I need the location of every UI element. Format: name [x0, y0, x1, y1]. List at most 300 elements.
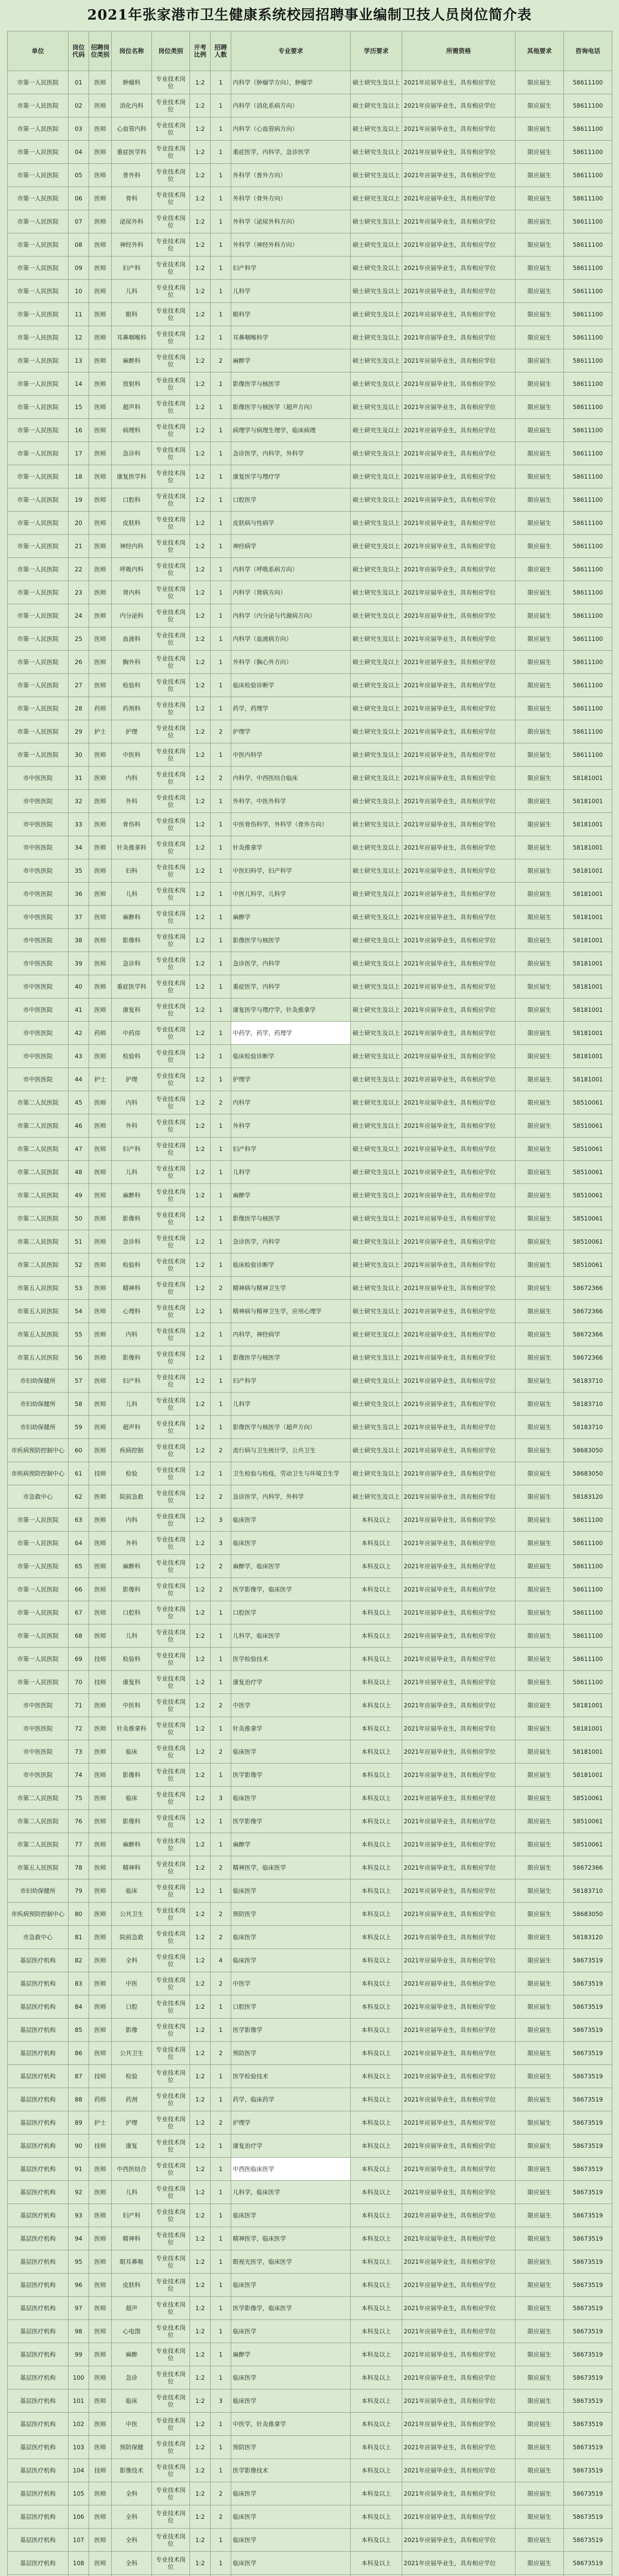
cell-code: 71: [68, 1694, 89, 1717]
cell-major: 中医学: [231, 1972, 351, 1995]
cell-other: 限应届生: [515, 2181, 564, 2204]
cell-qualification: 2021年应届毕业生，具有相应学位: [402, 326, 515, 349]
cell-count: 1: [211, 558, 231, 581]
cell-major: 外科学（泌尿外科方向）: [231, 210, 351, 233]
cell-phone: 58181001: [564, 859, 612, 883]
cell-other: 限应届生: [515, 1439, 564, 1462]
cell-count: 1: [211, 117, 231, 141]
cell-education: 本科及以上: [351, 2366, 402, 2389]
cell-major: 急诊医学，内科学: [231, 1230, 351, 1253]
cell-post: 耳鼻咽喉科: [112, 326, 152, 349]
cell-count: 1: [211, 2343, 231, 2366]
cell-major: 重症医学，内科学，急诊医学: [231, 141, 351, 164]
table-row: [8, 1091, 612, 1114]
cell-type: 专业技术岗位: [152, 1833, 190, 1856]
cell-qualification: 2021年应届毕业生，具有相应学位: [402, 998, 515, 1022]
cell-post: 妇产科: [112, 1138, 152, 1161]
table-row: [8, 2320, 612, 2343]
cell-type: 专业技术岗位: [152, 1138, 190, 1161]
table-row: [8, 303, 612, 326]
cell-qualification: 2021年应届毕业生，具有相应学位: [402, 1578, 515, 1601]
cell-count: 1: [211, 2181, 231, 2204]
cell-unit: 市第一人民医院: [8, 1624, 68, 1648]
cell-major: 急诊医学，内科学，外科学: [231, 1485, 351, 1509]
cell-post: 超声科: [112, 396, 152, 419]
cell-ratio: 1:2: [190, 2552, 211, 2575]
cell-major: 药学，临床药学: [231, 2088, 351, 2111]
cell-phone: 58181001: [564, 1068, 612, 1091]
cell-type: 专业技术岗位: [152, 2134, 190, 2158]
cell-post: 普外科: [112, 164, 152, 187]
cell-type: 专业技术岗位: [152, 1995, 190, 2019]
cell-major: 妇产科学: [231, 1138, 351, 1161]
cell-count: 1: [211, 883, 231, 906]
cell-other: 限应届生: [515, 906, 564, 929]
cell-ratio: 1:2: [190, 1300, 211, 1323]
cell-qualification: 2021年应届毕业生，具有相应学位: [402, 1740, 515, 1764]
cell-qualification: 2021年应届毕业生，具有相应学位: [402, 257, 515, 280]
cell-major: 神经病学: [231, 535, 351, 558]
cell-code: 28: [68, 697, 89, 720]
cell-qualification: 2021年应届毕业生，具有相应学位: [402, 1207, 515, 1230]
cell-category: 医师: [89, 2042, 112, 2065]
cell-code: 34: [68, 836, 89, 859]
cell-education: 硕士研究生及以上: [351, 743, 402, 767]
cell-major: 临床医学: [231, 1787, 351, 1810]
cell-type: 专业技术岗位: [152, 2065, 190, 2088]
table-row: [8, 1393, 612, 1416]
table-row: [8, 2459, 612, 2482]
cell-type: 专业技术岗位: [152, 117, 190, 141]
cell-code: 38: [68, 929, 89, 952]
cell-phone: 58673519: [564, 2552, 612, 2575]
cell-ratio: 1:2: [190, 303, 211, 326]
cell-qualification: 2021年应届毕业生，具有相应学位: [402, 1045, 515, 1068]
table-row: [8, 1903, 612, 1926]
cell-type: 专业技术岗位: [152, 2274, 190, 2297]
cell-qualification: 2021年应届毕业生，具有相应学位: [402, 1393, 515, 1416]
cell-category: 技师: [89, 1462, 112, 1485]
cell-count: 1: [211, 280, 231, 303]
cell-education: 硕士研究生及以上: [351, 998, 402, 1022]
cell-post: 精神科: [112, 2227, 152, 2250]
cell-code: 45: [68, 1091, 89, 1114]
cell-qualification: 2021年应届毕业生，具有相应学位: [402, 1764, 515, 1787]
cell-post: 儿科: [112, 1624, 152, 1648]
cell-ratio: 1:2: [190, 883, 211, 906]
cell-qualification: 2021年应届毕业生，具有相应学位: [402, 488, 515, 512]
cell-category: 医师: [89, 1485, 112, 1509]
cell-post: 院前急救: [112, 1926, 152, 1949]
cell-education: 本科及以上: [351, 1671, 402, 1694]
cell-major: 医学影像学，临床医学: [231, 1578, 351, 1601]
cell-code: 61: [68, 1462, 89, 1485]
cell-ratio: 1:2: [190, 2389, 211, 2413]
cell-code: 90: [68, 2134, 89, 2158]
cell-code: 24: [68, 604, 89, 628]
cell-qualification: 2021年应届毕业生，具有相应学位: [402, 883, 515, 906]
cell-major: 临床医学: [231, 2366, 351, 2389]
cell-post: 中医: [112, 1972, 152, 1995]
cell-major: 内科学（内分泌与代谢病方向）: [231, 604, 351, 628]
cell-unit: 基层医疗机构: [8, 2134, 68, 2158]
cell-other: 限应届生: [515, 720, 564, 743]
cell-phone: 58611100: [564, 465, 612, 488]
cell-type: 专业技术岗位: [152, 2250, 190, 2274]
cell-other: 限应届生: [515, 1045, 564, 1068]
cell-education: 硕士研究生及以上: [351, 233, 402, 257]
cell-post: 影像技术: [112, 2459, 152, 2482]
table-row: [8, 998, 612, 1022]
cell-type: 专业技术岗位: [152, 2111, 190, 2134]
cell-unit: 市第一人民医院: [8, 628, 68, 651]
cell-unit: 市第一人民医院: [8, 1648, 68, 1671]
cell-post: 针灸推拿科: [112, 1717, 152, 1740]
cell-code: 105: [68, 2482, 89, 2505]
cell-post: 中西医结合: [112, 2158, 152, 2181]
cell-code: 07: [68, 210, 89, 233]
cell-category: 医师: [89, 906, 112, 929]
cell-post: 针灸推拿科: [112, 836, 152, 859]
cell-qualification: 2021年应届毕业生，具有相应学位: [402, 349, 515, 372]
cell-type: 专业技术岗位: [152, 2529, 190, 2552]
cell-phone: 58181001: [564, 975, 612, 998]
cell-phone: 58673519: [564, 1995, 612, 2019]
cell-unit: 市中医医院: [8, 859, 68, 883]
cell-unit: 市第一人民医院: [8, 535, 68, 558]
cell-education: 本科及以上: [351, 1601, 402, 1624]
cell-type: 专业技术岗位: [152, 2389, 190, 2413]
cell-unit: 市第一人民医院: [8, 442, 68, 465]
cell-education: 硕士研究生及以上: [351, 535, 402, 558]
cell-qualification: 2021年应届毕业生，具有相应学位: [402, 1949, 515, 1972]
cell-post: 护理: [112, 1068, 152, 1091]
cell-count: 1: [211, 1230, 231, 1253]
table-body: [8, 71, 612, 2576]
cell-major: 妇产科学: [231, 1369, 351, 1393]
cell-ratio: 1:2: [190, 1416, 211, 1439]
cell-ratio: 1:2: [190, 1949, 211, 1972]
cell-post: 精神科: [112, 1277, 152, 1300]
cell-education: 本科及以上: [351, 2065, 402, 2088]
cell-ratio: 1:2: [190, 628, 211, 651]
cell-unit: 市中医医院: [8, 1764, 68, 1787]
cell-code: 50: [68, 1207, 89, 1230]
cell-qualification: 2021年应届毕业生，具有相应学位: [402, 117, 515, 141]
cell-count: 2: [211, 2042, 231, 2065]
cell-qualification: 2021年应届毕业生，具有相应学位: [402, 2204, 515, 2227]
cell-count: 1: [211, 1601, 231, 1624]
cell-education: 本科及以上: [351, 1578, 402, 1601]
cell-qualification: 2021年应届毕业生，具有相应学位: [402, 836, 515, 859]
cell-ratio: 1:2: [190, 2134, 211, 2158]
cell-unit: 市第一人民医院: [8, 94, 68, 117]
cell-phone: 58611100: [564, 488, 612, 512]
cell-type: 专业技术岗位: [152, 2343, 190, 2366]
cell-unit: 市第二人民医院: [8, 1114, 68, 1138]
cell-major: 中医学: [231, 1694, 351, 1717]
cell-unit: 市第五人民医院: [8, 1346, 68, 1369]
cell-qualification: 2021年应届毕业生，具有相应学位: [402, 535, 515, 558]
cell-phone: 58673519: [564, 2250, 612, 2274]
cell-post: 影像科: [112, 1764, 152, 1787]
cell-qualification: 2021年应届毕业生，具有相应学位: [402, 906, 515, 929]
cell-post: 中医科: [112, 743, 152, 767]
cell-post: 全科: [112, 2505, 152, 2529]
cell-other: 限应届生: [515, 2459, 564, 2482]
cell-phone: 58611100: [564, 349, 612, 372]
cell-count: 1: [211, 2366, 231, 2389]
cell-unit: 市第一人民医院: [8, 604, 68, 628]
cell-unit: 基层医疗机构: [8, 2459, 68, 2482]
cell-phone: 58183710: [564, 1879, 612, 1903]
cell-count: 1: [211, 1764, 231, 1787]
cell-other: 限应届生: [515, 372, 564, 396]
cell-unit: 市第一人民医院: [8, 326, 68, 349]
table-row: [8, 2552, 612, 2575]
cell-qualification: 2021年应届毕业生，具有相应学位: [402, 1555, 515, 1578]
cell-phone: 58673519: [564, 1949, 612, 1972]
cell-unit: 市第二人民医院: [8, 1810, 68, 1833]
cell-unit: 市第一人民医院: [8, 720, 68, 743]
cell-post: 麻醉科: [112, 1833, 152, 1856]
cell-post: 外科: [112, 1114, 152, 1138]
cell-category: 药师: [89, 697, 112, 720]
cell-phone: 58611100: [564, 94, 612, 117]
column-header: 其他要求: [515, 31, 564, 71]
cell-phone: 58673519: [564, 2065, 612, 2088]
cell-phone: 58510061: [564, 1787, 612, 1810]
cell-qualification: 2021年应届毕业生，具有相应学位: [402, 1903, 515, 1926]
cell-phone: 58181001: [564, 1694, 612, 1717]
cell-qualification: 2021年应届毕业生，具有相应学位: [402, 2552, 515, 2575]
cell-education: 硕士研究生及以上: [351, 141, 402, 164]
cell-phone: 58510061: [564, 1091, 612, 1114]
cell-code: 25: [68, 628, 89, 651]
cell-major: 中医妇科学，妇产科学: [231, 859, 351, 883]
cell-code: 96: [68, 2274, 89, 2297]
cell-count: 1: [211, 1416, 231, 1439]
cell-count: 1: [211, 2320, 231, 2343]
cell-post: 皮肤科: [112, 2274, 152, 2297]
cell-other: 限应届生: [515, 1764, 564, 1787]
cell-type: 专业技术岗位: [152, 1114, 190, 1138]
cell-code: 101: [68, 2389, 89, 2413]
cell-unit: 市第一人民医院: [8, 1671, 68, 1694]
cell-post: 消化内科: [112, 94, 152, 117]
cell-qualification: 2021年应届毕业生，具有相应学位: [402, 2181, 515, 2204]
cell-post: 儿科: [112, 2181, 152, 2204]
cell-education: 硕士研究生及以上: [351, 1138, 402, 1161]
cell-unit: 市第一人民医院: [8, 1601, 68, 1624]
table-row: [8, 2065, 612, 2088]
cell-post: 儿科: [112, 1393, 152, 1416]
cell-type: 专业技术岗位: [152, 442, 190, 465]
table-row: [8, 1648, 612, 1671]
cell-category: 医师: [89, 1346, 112, 1369]
table-row: [8, 1462, 612, 1485]
cell-category: 医师: [89, 2181, 112, 2204]
table-row: [8, 512, 612, 535]
cell-category: 医师: [89, 883, 112, 906]
cell-count: 1: [211, 604, 231, 628]
cell-type: 专业技术岗位: [152, 1091, 190, 1114]
cell-type: 专业技术岗位: [152, 1694, 190, 1717]
cell-category: 医师: [89, 187, 112, 210]
cell-phone: 58181001: [564, 767, 612, 790]
cell-phone: 58611100: [564, 117, 612, 141]
cell-category: 医师: [89, 1833, 112, 1856]
cell-unit: 基层医疗机构: [8, 2204, 68, 2227]
cell-type: 专业技术岗位: [152, 1903, 190, 1926]
cell-education: 硕士研究生及以上: [351, 1485, 402, 1509]
cell-major: 临床医学: [231, 1879, 351, 1903]
cell-phone: 58181001: [564, 952, 612, 975]
cell-ratio: 1:2: [190, 1253, 211, 1277]
cell-unit: 基层医疗机构: [8, 2320, 68, 2343]
cell-type: 专业技术岗位: [152, 257, 190, 280]
table-row: [8, 1416, 612, 1439]
cell-ratio: 1:2: [190, 1091, 211, 1114]
cell-count: 1: [211, 164, 231, 187]
cell-major: 预防医学: [231, 1903, 351, 1926]
cell-type: 专业技术岗位: [152, 2459, 190, 2482]
cell-education: 硕士研究生及以上: [351, 117, 402, 141]
cell-post: 预防保健: [112, 2436, 152, 2459]
cell-unit: 市第二人民医院: [8, 1161, 68, 1184]
cell-post: 内科: [112, 1323, 152, 1346]
cell-type: 专业技术岗位: [152, 1717, 190, 1740]
cell-phone: 58510061: [564, 1161, 612, 1184]
cell-count: 1: [211, 535, 231, 558]
cell-major: 急诊医学，内科学，外科学: [231, 442, 351, 465]
cell-phone: 58611100: [564, 257, 612, 280]
cell-other: 限应届生: [515, 998, 564, 1022]
cell-qualification: 2021年应届毕业生，具有相应学位: [402, 1138, 515, 1161]
column-header: 单位: [8, 31, 68, 71]
cell-code: 75: [68, 1787, 89, 1810]
cell-major: 皮肤病与性病学: [231, 512, 351, 535]
cell-education: 硕士研究生及以上: [351, 1369, 402, 1393]
cell-education: 硕士研究生及以上: [351, 628, 402, 651]
cell-type: 专业技术岗位: [152, 651, 190, 674]
table-row: [8, 2134, 612, 2158]
cell-ratio: 1:2: [190, 1601, 211, 1624]
cell-ratio: 1:2: [190, 952, 211, 975]
cell-code: 102: [68, 2413, 89, 2436]
cell-major: 麻醉学，临床医学: [231, 1555, 351, 1578]
table-row: [8, 2111, 612, 2134]
cell-post: 影像科: [112, 1578, 152, 1601]
cell-code: 15: [68, 396, 89, 419]
cell-qualification: 2021年应届毕业生，具有相应学位: [402, 651, 515, 674]
cell-education: 本科及以上: [351, 2227, 402, 2250]
cell-code: 47: [68, 1138, 89, 1161]
cell-phone: 58611100: [564, 1648, 612, 1671]
column-header: 岗位名称: [112, 31, 152, 71]
cell-category: 医师: [89, 1926, 112, 1949]
cell-ratio: 1:2: [190, 1369, 211, 1393]
cell-education: 硕士研究生及以上: [351, 71, 402, 94]
cell-ratio: 1:2: [190, 1740, 211, 1764]
cell-ratio: 1:2: [190, 419, 211, 442]
cell-category: 医师: [89, 2389, 112, 2413]
cell-ratio: 1:2: [190, 280, 211, 303]
cell-education: 硕士研究生及以上: [351, 1416, 402, 1439]
cell-phone: 58673519: [564, 2413, 612, 2436]
cell-category: 医师: [89, 2227, 112, 2250]
cell-post: 内科: [112, 1091, 152, 1114]
cell-education: 硕士研究生及以上: [351, 465, 402, 488]
cell-qualification: 2021年应届毕业生，具有相应学位: [402, 2389, 515, 2413]
cell-education: 硕士研究生及以上: [351, 859, 402, 883]
document-title: 2021年张家港市卫生健康系统校园招聘事业编制卫技人员岗位简介表: [87, 7, 532, 23]
cell-ratio: 1:2: [190, 1787, 211, 1810]
cell-unit: 基层医疗机构: [8, 2343, 68, 2366]
cell-category: 医师: [89, 1230, 112, 1253]
cell-count: 2: [211, 1555, 231, 1578]
cell-code: 37: [68, 906, 89, 929]
cell-education: 本科及以上: [351, 1879, 402, 1903]
cell-category: 医师: [89, 280, 112, 303]
cell-phone: 58181001: [564, 1045, 612, 1068]
cell-unit: 市疾病预防控制中心: [8, 1903, 68, 1926]
cell-ratio: 1:2: [190, 465, 211, 488]
cell-type: 专业技术岗位: [152, 975, 190, 998]
table-row: [8, 2019, 612, 2042]
column-header: 招聘岗位类别: [89, 31, 112, 71]
cell-count: 2: [211, 720, 231, 743]
cell-other: 限应届生: [515, 1787, 564, 1810]
cell-ratio: 1:2: [190, 1323, 211, 1346]
cell-phone: 58611100: [564, 419, 612, 442]
cell-type: 专业技术岗位: [152, 210, 190, 233]
cell-code: 40: [68, 975, 89, 998]
cell-phone: 58183120: [564, 1926, 612, 1949]
cell-count: 1: [211, 1184, 231, 1207]
cell-major: 医学检验技术: [231, 1648, 351, 1671]
cell-ratio: 1:2: [190, 975, 211, 998]
cell-category: 医师: [89, 1138, 112, 1161]
cell-education: 硕士研究生及以上: [351, 1045, 402, 1068]
cell-major: 康复医学与理疗学，针灸推拿学: [231, 998, 351, 1022]
cell-other: 限应届生: [515, 1671, 564, 1694]
cell-category: 医师: [89, 1856, 112, 1879]
cell-ratio: 1:2: [190, 1926, 211, 1949]
cell-qualification: 2021年应届毕业生，具有相应学位: [402, 1277, 515, 1300]
cell-category: 护士: [89, 2111, 112, 2134]
table-row: [8, 1833, 612, 1856]
cell-category: 医师: [89, 604, 112, 628]
cell-category: 医师: [89, 790, 112, 813]
cell-ratio: 1:2: [190, 1532, 211, 1555]
cell-major: 临床医学: [231, 2389, 351, 2413]
cell-phone: 58683050: [564, 1462, 612, 1485]
cell-qualification: 2021年应届毕业生，具有相应学位: [402, 233, 515, 257]
table-row: [8, 2482, 612, 2505]
cell-category: 医师: [89, 1509, 112, 1532]
table-row: [8, 1323, 612, 1346]
cell-other: 限应届生: [515, 883, 564, 906]
cell-qualification: 2021年应届毕业生，具有相应学位: [402, 1624, 515, 1648]
cell-code: 20: [68, 512, 89, 535]
cell-education: 硕士研究生及以上: [351, 419, 402, 442]
cell-count: 1: [211, 94, 231, 117]
cell-post: 检验: [112, 1462, 152, 1485]
cell-other: 限应届生: [515, 2274, 564, 2297]
cell-major: 中医内科学: [231, 743, 351, 767]
cell-phone: 58683050: [564, 1903, 612, 1926]
